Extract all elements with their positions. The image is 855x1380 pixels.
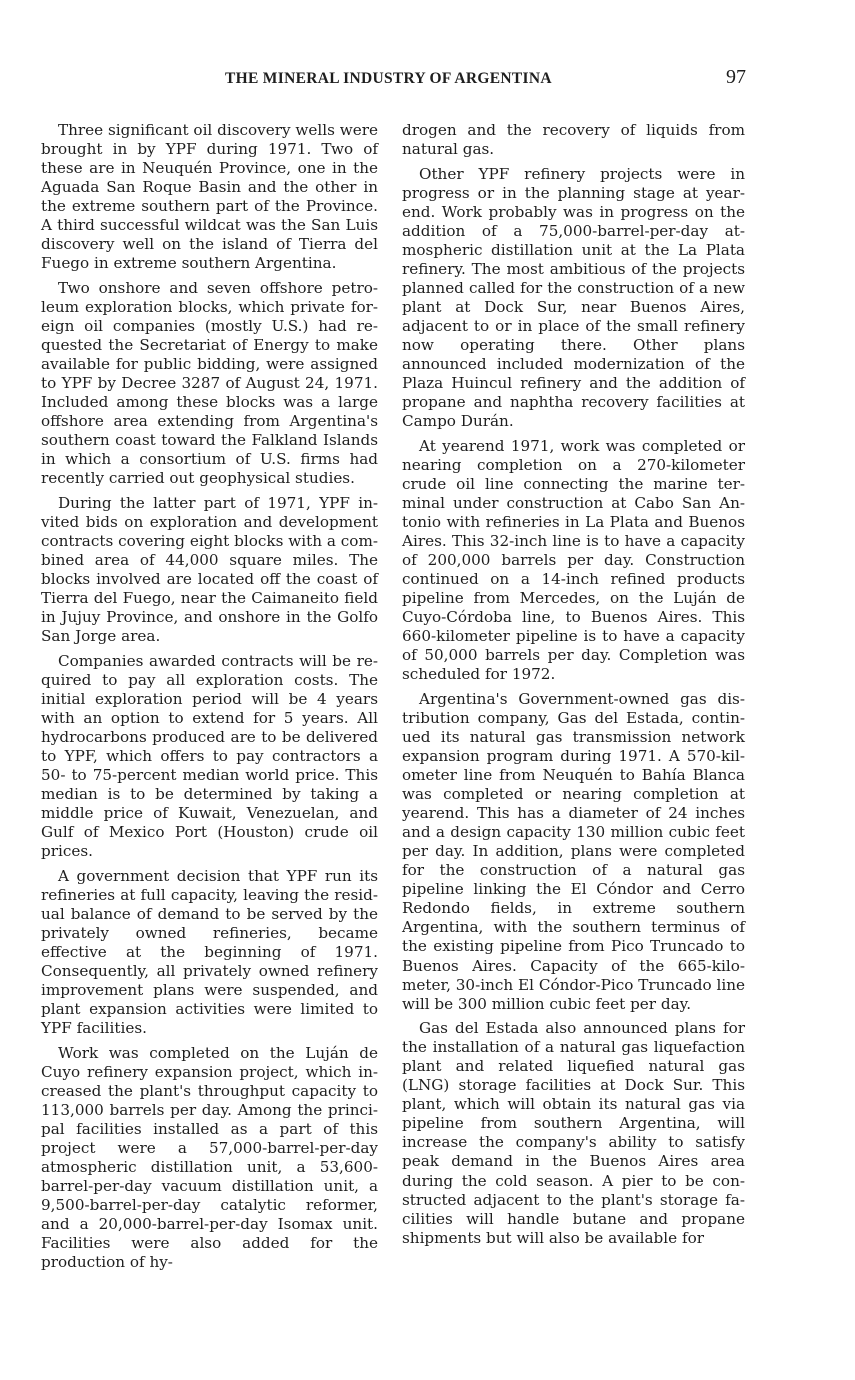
paragraph: Argentina's Government-owned gas distribution company, Gas del Estada, continued its natural gas transmission network expansion program during 1971. A 570-kilometer line from Neuquén to Bahía Blanca was completed or nearing completion at yearend. This has a diameter of 24 inches and a design capacity 130 million cubic feet per day. In addition, plans were completed for the construction of a natural gas pipeline linking the El Cóndor and Cerro Redondo fields, in extreme southern Argentina, with the southern terminus of the existing pipeline from Pico Truncado to Buenos Aires. Capacity of the 665-kilometer, 30-inch El Cóndor-Pico Truncado line will be 300 million cubic feet per day. xyxy=(402,689,745,1013)
paragraph: A government decision that YPF run its refineries at full capacity, leaving the residual balance of demand to be served by the privately owned refineries, became effective at the beginning of 1971. Consequently, all privately owned refinery improvement plans were suspended, and plant expansion activities were limited to YPF facilities. xyxy=(41,866,378,1038)
paragraph: Other YPF refinery projects were in progress or in the planning stage at yearend. Work probably was in progress on the addition of a 75,000-barrel-per-day atmospheric distillation unit at the La Plata refinery. The most ambitious of the projects planned called for the construction of a new plant at Dock Sur, near Buenos Aires, adjacent to or in place of the small refinery now operating there. Other plans announced included modernization of the Plaza Huincul refinery and the addition of propane and naphtha recovery facilities at Campo Durán. xyxy=(402,164,745,431)
running-title: THE MINERAL INDUSTRY OF ARGENTINA xyxy=(225,70,552,87)
paragraph: At yearend 1971, work was completed or nearing completion on a 270-kilometer crude oil line connecting the marine terminal under construction at Cabo San Antonio with refineries in La Plata and Buenos Aires. This 32-inch line is to have a capacity of 200,000 barrels per day. Construction continued on a 14-inch refined products pipeline from Mercedes, on the Luján de Cuyo-Córdoba line, to Buenos Aires. This 660-kilometer pipeline is to have a capacity of 50,000 barrels per day. Completion was scheduled for 1972. xyxy=(402,436,745,684)
paragraph: During the latter part of 1971, YPF invited bids on exploration and development contracts covering eight blocks with a combined area of 44,000 square miles. The blocks involved are located off the coast of Tierra del Fuego, near the Caimaneito field in Jujuy Province, and onshore in the Golfo San Jorge area. xyxy=(41,493,378,646)
paragraph: Work was completed on the Luján de Cuyo refinery expansion project, which increased the plant's throughput capacity to 113,000 barrels per day. Among the principal facilities installed as a part of this project were a 57,000-barrel-per-day atmospheric distillation unit, a 53,600-barrel-per-day vacuum distillation unit, a 9,500-barrel-per-day catalytic reformer, and a 20,000-barrel-per-day Isomax unit. Facilities were also added for the production of hy- xyxy=(41,1043,378,1272)
paragraph: Three significant oil discovery wells were brought in by YPF during 1971. Two of these are in Neuquén Province, one in the Aguada San Roque Basin and the other in the extreme southern part of the Province. A third successful wildcat was the San Luis discovery well on the island of Tierra del Fuego in extreme southern Argentina. xyxy=(41,121,378,273)
paragraph: Gas del Estada also announced plans for the installation of a natural gas liquefaction plant and related liquefied natural gas (LNG) storage facilities at Dock Sur. This plant, which will obtain its natural gas via pipeline from southern Argentina, will increase the company's ability to satisfy peak demand in the Buenos Aires area during the cold season. A pier to be constructed adjacent to the plant's storage facilities will handle butane and propane shipments but will also be available for xyxy=(402,1019,745,1247)
left-column xyxy=(41,121,378,1278)
paragraph: Companies awarded contracts will be required to pay all exploration costs. The initial exploration period will be 4 years with an option to extend for 5 years. All hydrocarbons produced are to be delivered to YPF, which offers to pay contractors a 50- to 75-percent median world price. This median is to be determined by taking a middle price of Kuwait, Venezuelan, and Gulf of Mexico Port (Houston) crude oil prices. xyxy=(41,651,378,861)
paragraph: Two onshore and seven offshore petroleum exploration blocks, which private foreign oil companies (mostly U.S.) had requested the Secretariat of Energy to make available for public bidding, were assigned to YPF by Decree 3287 of August 24, 1971. Included among these blocks was a large offshore area extending from Argentina's southern coast toward the Falkland Islands in which a consortium of U.S. firms had recently carried out geophysical studies. xyxy=(41,278,378,488)
paragraph-continued: drogen and the recovery of liquids from natural gas. xyxy=(402,121,745,159)
page-number: 97 xyxy=(726,66,746,88)
right-column xyxy=(402,121,745,1253)
